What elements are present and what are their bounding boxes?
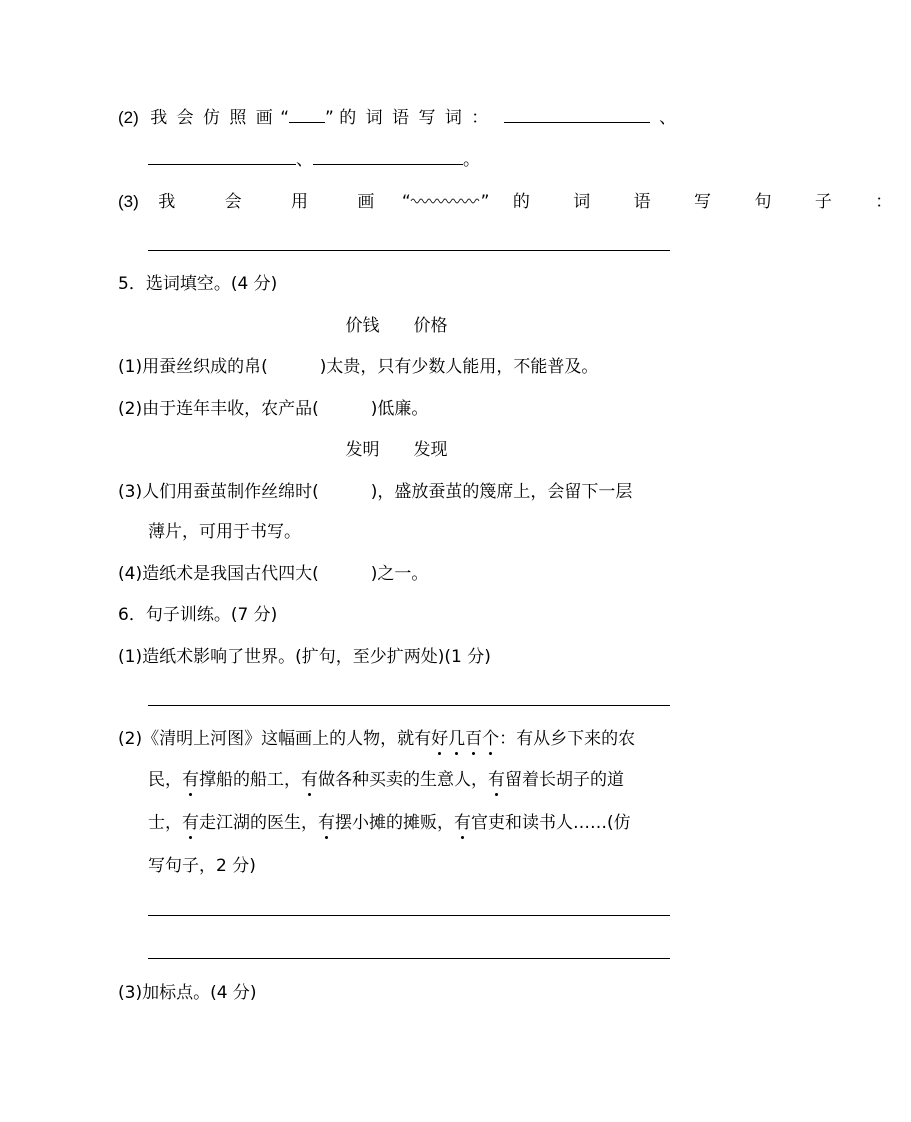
q5-item1-b: )太贵，只有少数人能用，不能普及。	[319, 357, 599, 377]
dotted-char: 几	[448, 729, 466, 749]
q2-line1	[118, 106, 676, 130]
q6-item2-line2	[148, 768, 624, 792]
q2-quote-close: ”	[325, 108, 334, 128]
q6-item2-answer-line-2[interactable]	[148, 958, 670, 959]
q3-quote-open: “	[401, 192, 411, 212]
q2-answer-blank-3[interactable]	[313, 148, 463, 165]
q3-line1	[118, 190, 911, 214]
q3-label: (3)	[118, 192, 139, 211]
q2-text-a: 我 会 仿 照 画	[150, 108, 275, 128]
q6-item2-l2c: 做各种买卖的生意人，	[318, 770, 488, 790]
dotted-char: 有	[454, 813, 471, 833]
q3-answer-line[interactable]	[148, 250, 670, 251]
q6-item2-l2b: 撑船的船工，	[199, 770, 301, 790]
q6-item2-l3a: 士，	[148, 813, 182, 833]
q6-item1-answer-line[interactable]	[148, 705, 670, 706]
q2-text-b: 的 词 语 写 词 ：	[339, 108, 491, 128]
q6-item2-l1b: ：有从乡下来的农	[499, 729, 636, 749]
q3-text-a: 我 会 用 画	[158, 192, 397, 212]
q5-item2-b: )低廉。	[370, 399, 429, 419]
q5-item3-a: (3)人们用蚕茧制作丝绵时(	[118, 482, 319, 502]
q6-item2-l3c: 摆小摊的摊贩，	[335, 813, 454, 833]
q6-item-3: (3)加标点。(4 分)	[118, 983, 257, 1003]
dotted-char: 有	[488, 770, 505, 790]
q5-item3-cont: 薄片，可用于书写。	[148, 522, 301, 542]
q5-word-group-1: 价钱 价格	[345, 316, 448, 336]
q6-item2-line1	[118, 727, 635, 751]
q3-wavy-underline	[411, 197, 481, 205]
dotted-char: 好	[431, 729, 449, 749]
q6-title: 6．句子训练。(7 分)	[118, 605, 278, 625]
q2-line2	[148, 148, 480, 172]
q2-quote-open: “	[280, 108, 290, 128]
q6-item2-l2a: 民，	[148, 770, 182, 790]
q6-item2-l2e: 留着长胡子的道	[505, 770, 624, 790]
q6-item2-l3b: 走江湖的医生，	[199, 813, 318, 833]
q2-example-blank	[289, 106, 325, 123]
dotted-char: 百	[465, 729, 483, 749]
q6-item2-line3	[148, 811, 631, 835]
q3-text-b: 的 词 语 写 句 子 ：	[512, 192, 911, 212]
q2-answer-blank-2[interactable]	[148, 148, 296, 165]
q6-item-1: (1)造纸术影响了世界。(扩句，至少扩两处)(1 分)	[118, 647, 491, 667]
q5-item1-a: (1)用蚕丝织成的帛(	[118, 357, 268, 377]
q5-item2-a: (2)由于连年丰收，农产品(	[118, 399, 319, 419]
q6-item2-l1a: 《清明上河图》这幅画上的人物，就有	[142, 729, 432, 749]
q2-end: 。	[463, 150, 480, 170]
q3-quote-close: ”	[480, 192, 490, 212]
q2-sep2: 、	[296, 150, 313, 170]
q5-title: 5．选词填空。(4 分)	[118, 274, 278, 294]
q5-item-4	[118, 562, 428, 586]
q6-item2-answer-line-1[interactable]	[148, 915, 670, 916]
dotted-char: 有	[182, 770, 199, 790]
q6-item2-l3e: 官吏和读书人……(仿	[471, 813, 631, 833]
q6-item2-label: (2)	[118, 729, 143, 749]
q5-item4-b: )之一。	[370, 564, 429, 584]
q2-label: (2)	[118, 108, 139, 127]
q6-item2-line4: 写句子，2 分)	[148, 856, 256, 876]
q5-item3-b: )，盛放蚕茧的篾席上，会留下一层	[370, 482, 633, 502]
q2-sep1: 、	[659, 108, 677, 128]
dotted-char: 有	[182, 813, 199, 833]
q5-item-2	[118, 397, 428, 421]
dotted-char: 个	[482, 729, 500, 749]
q5-item-3	[118, 480, 632, 504]
dotted-char: 有	[301, 770, 318, 790]
q5-item4-a: (4)造纸术是我国古代四大(	[118, 564, 319, 584]
q2-answer-blank-1[interactable]	[504, 106, 650, 123]
dotted-char: 有	[318, 813, 335, 833]
q5-item-1	[118, 355, 598, 379]
q5-word-group-2: 发明 发现	[345, 440, 448, 460]
